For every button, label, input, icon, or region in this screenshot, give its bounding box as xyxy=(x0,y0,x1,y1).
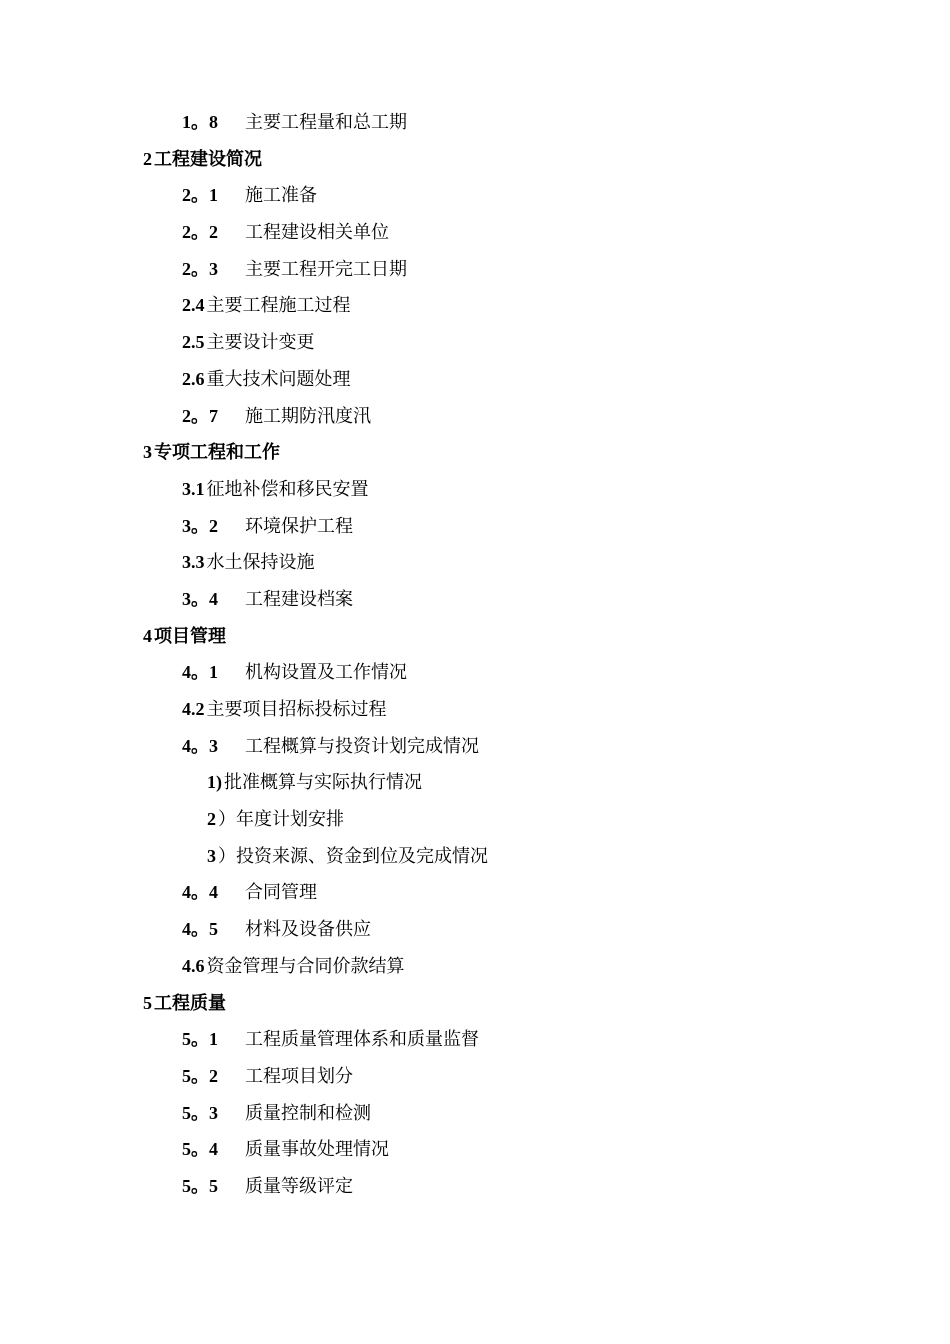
toc-entry-number: 2.5 xyxy=(182,332,205,353)
toc-entry-title: 施工期防汛度汛 xyxy=(245,405,371,427)
toc-entry-title: 工程质量管理体系和质量监督 xyxy=(245,1029,479,1051)
toc-entry-number: 5。5 xyxy=(182,1175,218,1196)
toc-entry-number: 5。2 xyxy=(182,1065,218,1086)
toc-entry-number: 5。1 xyxy=(182,1029,218,1050)
toc-entry-title: 主要工程施工过程 xyxy=(206,295,351,317)
toc-entry xyxy=(0,838,950,875)
toc-entry-title: ）投资来源、资金到位及完成情况 xyxy=(218,845,488,867)
toc-entry-title: 工程建设档案 xyxy=(245,588,353,610)
toc-entry xyxy=(0,214,950,251)
toc-entry-title: 项目管理 xyxy=(154,625,226,647)
table-of-contents xyxy=(0,104,950,1205)
toc-entry-number: 4。1 xyxy=(182,662,218,683)
toc-entry-number: 2。2 xyxy=(182,222,218,243)
toc-entry-title: 专项工程和工作 xyxy=(154,442,280,464)
toc-entry xyxy=(0,398,950,435)
toc-entry-title: 批准概算与实际执行情况 xyxy=(224,772,422,794)
toc-entry-number: 4。4 xyxy=(182,882,218,903)
toc-entry-number: 5。4 xyxy=(182,1139,218,1160)
toc-entry-title: 合同管理 xyxy=(245,882,317,904)
toc-entry-title: 工程项目划分 xyxy=(245,1065,353,1087)
toc-entry-number: 2 xyxy=(207,809,216,830)
toc-entry-number: 4.2 xyxy=(182,699,205,719)
toc-entry-title: 主要项目招标投标过程 xyxy=(206,699,387,720)
toc-entry-number: 5 xyxy=(143,992,152,1013)
toc-entry-number: 4 xyxy=(143,625,152,646)
toc-entry xyxy=(0,948,950,985)
toc-entry-number: 4.6 xyxy=(182,955,205,976)
toc-entry-title: 工程建设简况 xyxy=(154,148,262,170)
toc-entry xyxy=(0,104,950,141)
toc-entry-title: 施工准备 xyxy=(245,185,317,207)
toc-entry xyxy=(0,324,950,361)
toc-entry-number: 2。3 xyxy=(182,258,218,279)
toc-entry xyxy=(0,544,950,581)
toc-entry-title: ）年度计划安排 xyxy=(218,809,344,831)
toc-entry-number: 3。4 xyxy=(182,588,218,609)
toc-entry-number: 3。2 xyxy=(182,515,218,536)
toc-section-heading xyxy=(0,141,950,178)
toc-entry-title: 主要工程量和总工期 xyxy=(245,112,407,133)
toc-entry xyxy=(0,1131,950,1168)
toc-entry xyxy=(0,1058,950,1095)
toc-entry-title: 资金管理与合同价款结算 xyxy=(206,955,405,977)
toc-entry-title: 质量等级评定 xyxy=(245,1175,353,1197)
toc-entry-number: 2.4 xyxy=(182,295,205,316)
toc-entry xyxy=(0,1168,950,1205)
toc-entry xyxy=(0,177,950,214)
toc-entry-title: 水土保持设施 xyxy=(206,552,315,574)
toc-entry xyxy=(0,728,950,765)
toc-entry-number: 2.6 xyxy=(182,368,205,389)
toc-entry xyxy=(0,911,950,948)
toc-entry-number: 5。3 xyxy=(182,1102,218,1123)
toc-entry-title: 材料及设备供应 xyxy=(245,919,371,941)
toc-entry-number: 1) xyxy=(207,772,222,793)
toc-entry-title: 质量事故处理情况 xyxy=(245,1139,389,1161)
toc-entry xyxy=(0,361,950,398)
toc-entry-title: 环境保护工程 xyxy=(245,515,353,537)
toc-entry-number: 3 xyxy=(143,442,152,463)
toc-entry xyxy=(0,801,950,838)
toc-entry-title: 机构设置及工作情况 xyxy=(245,662,407,684)
toc-entry-title: 工程概算与投资计划完成情况 xyxy=(245,735,479,757)
toc-entry xyxy=(0,508,950,545)
toc-entry-title: 工程质量 xyxy=(154,992,226,1014)
toc-entry xyxy=(0,1021,950,1058)
toc-entry xyxy=(0,1095,950,1132)
toc-section-heading xyxy=(0,434,950,471)
toc-entry-number: 4。5 xyxy=(182,919,218,940)
toc-entry-title: 征地补偿和移民安置 xyxy=(206,478,369,500)
toc-entry-title: 重大技术问题处理 xyxy=(206,368,351,390)
toc-entry-number: 4。3 xyxy=(182,735,218,756)
toc-entry xyxy=(0,874,950,911)
toc-entry xyxy=(0,251,950,288)
toc-entry-title: 工程建设相关单位 xyxy=(245,222,389,244)
toc-entry-title: 质量控制和检测 xyxy=(245,1102,371,1124)
toc-section-heading xyxy=(0,985,950,1022)
toc-entry-number: 2。7 xyxy=(182,405,218,426)
toc-entry-number: 2 xyxy=(143,148,152,169)
toc-entry-title: 主要工程开完工日期 xyxy=(245,258,407,280)
toc-entry xyxy=(0,654,950,691)
toc-entry xyxy=(0,581,950,618)
toc-entry xyxy=(0,471,950,508)
toc-entry-number: 3.1 xyxy=(182,478,205,499)
toc-entry-number: 1。8 xyxy=(182,112,218,132)
toc-entry-number: 3.3 xyxy=(182,552,205,573)
toc-entry xyxy=(0,764,950,801)
toc-entry-number: 2。1 xyxy=(182,185,218,206)
toc-entry-number: 3 xyxy=(207,845,216,866)
toc-entry xyxy=(0,691,950,728)
toc-entry-title: 主要设计变更 xyxy=(206,332,315,354)
toc-section-heading xyxy=(0,618,950,655)
toc-entry xyxy=(0,287,950,324)
